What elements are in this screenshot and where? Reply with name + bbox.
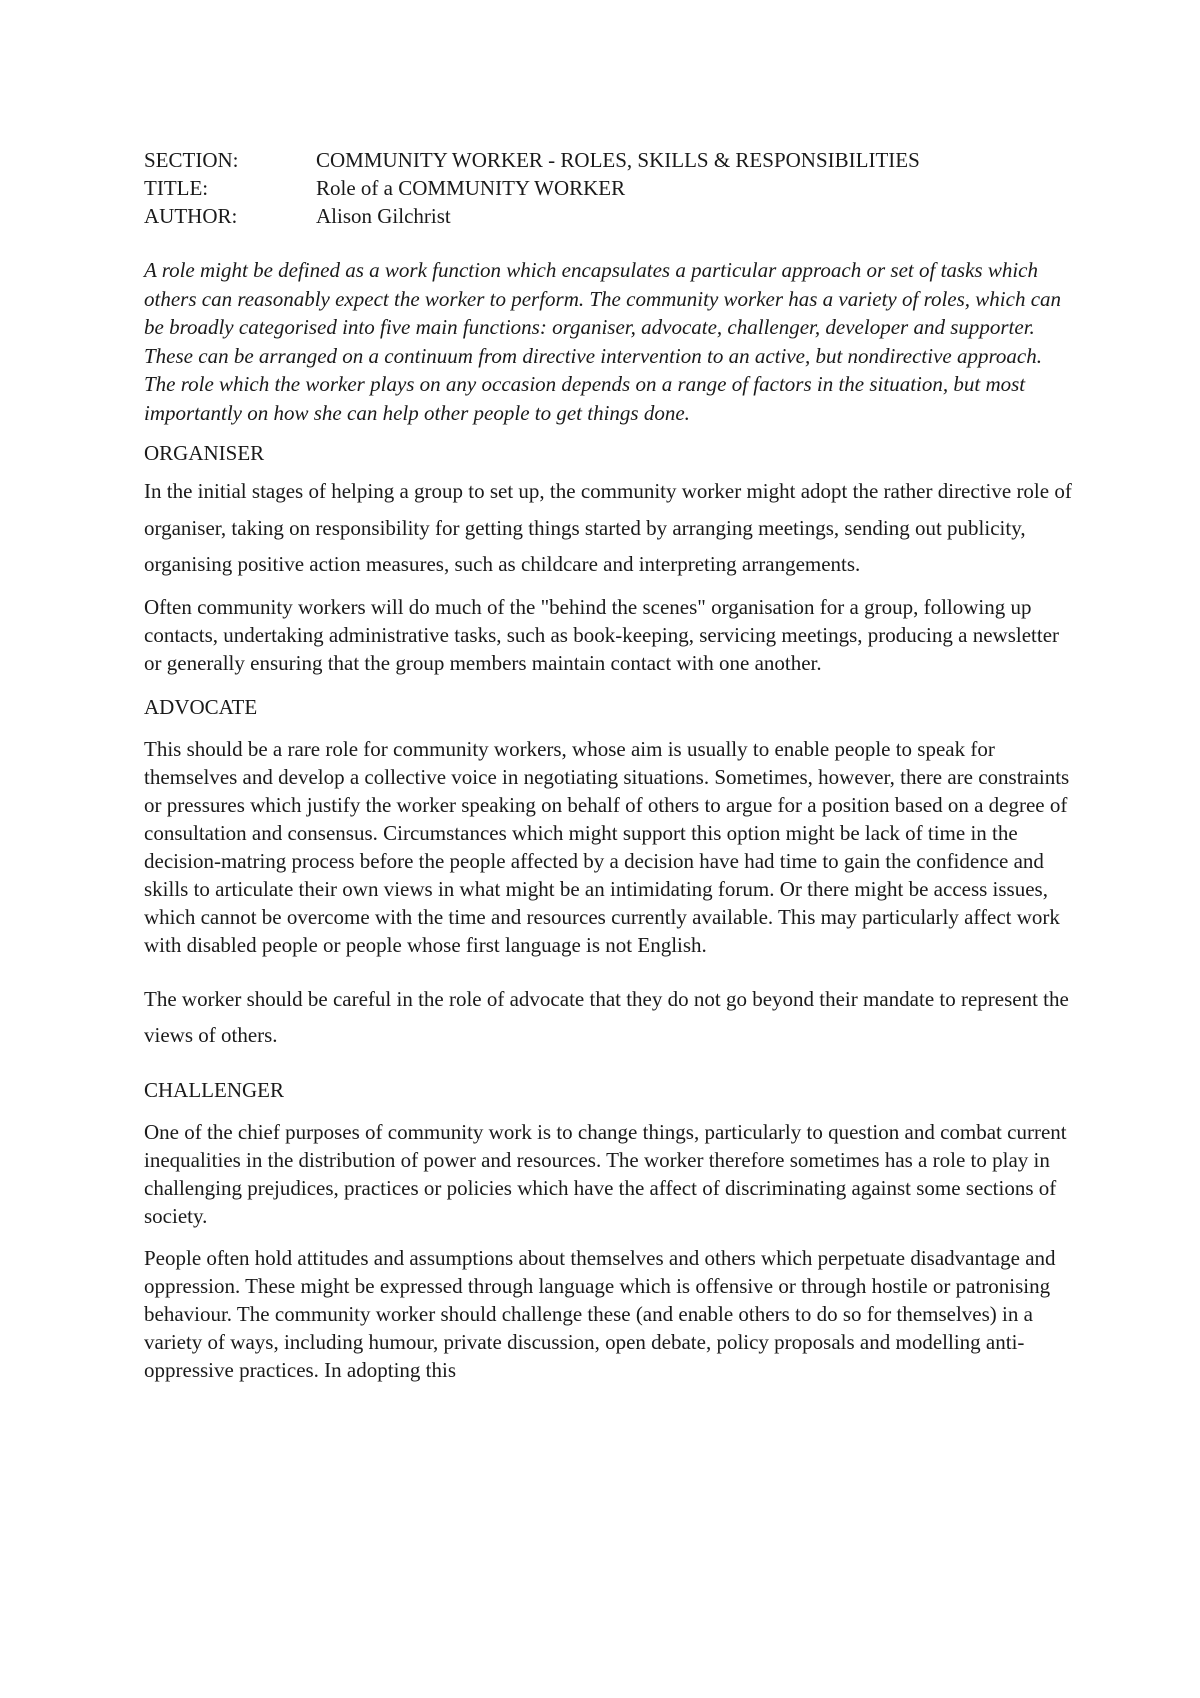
title-row xyxy=(144,174,1074,202)
author-row xyxy=(144,202,1074,230)
challenger-paragraph-2: People often hold attitudes and assumptions about themselves and others which perpetuate disadvantage and oppression. These might be expressed through language which is offensive or through hostile or patronising behaviour. The community worker should challenge these (and enable others to do so for themselves) in a variety of ways, including humour, private discussion, open debate, policy proposals and modelling anti-oppressive practices. In adopting this xyxy=(144,1245,1056,1382)
intro-paragraph: A role might be defined as a work function which encapsulates a particular approach or set of tasks which others can reasonably expect the worker to perform. The community worker has a variety of roles, which can be broadly categorised into five main functions: organiser, advocate, challenger, developer and supporter. These can be arranged on a continuum from directive intervention to an active, but nondirective approach. The role which the worker plays on any occasion depends on a range of factors in the situation, but most importantly on how she can help other people to get things done. xyxy=(144,258,1062,425)
author-label: AUTHOR: xyxy=(144,204,238,228)
organiser-heading: ORGANISER xyxy=(144,441,265,465)
title-label: TITLE: xyxy=(144,176,209,200)
section-value: COMMUNITY WORKER - ROLES, SKILLS & RESPONSIBILITIES xyxy=(316,148,920,172)
advocate-paragraph-2: The worker should be careful in the role of advocate that they do not go beyond their mandate to represent the views of others. xyxy=(144,986,1069,1047)
advocate-heading: ADVOCATE xyxy=(144,694,258,719)
section-row xyxy=(144,146,1074,174)
title-value: Role of a COMMUNITY WORKER xyxy=(316,176,626,200)
challenger-paragraph-1: One of the chief purposes of community work is to change things, particularly to question and combat current inequalities in the distribution of power and resources. The worker therefore sometimes has a role to play in challenging prejudices, practices or policies which have the affect of discriminating against some sections of society. xyxy=(144,1119,1067,1228)
organiser-paragraph-2: Often community workers will do much of the "behind the scenes" organisation for a group, following up contacts, undertaking administrative tasks, such as book-keeping, servicing meetings, producing a newsletter or generally ensuring that the group members maintain contact with one another. xyxy=(144,594,1060,675)
document-body xyxy=(144,146,1074,1384)
advocate-paragraph-1: This should be a rare role for community workers, whose aim is usually to enable people to speak for themselves and develop a collective voice in negotiating situations. Sometimes, however, there are constraints or pressures which justify the worker speaking on behalf of others to argue for a position based on a degree of consultation and consensus. Circumstances which might support this option might be lack of time in the decision-matring process before the people affected by a decision have had time to gain the confidence and skills to articulate their own views in what might be an intimidating forum. Or there might be access issues, which cannot be overcome with the time and resources currently available. This may particularly affect work with disabled people or people whose first language is not English. xyxy=(144,736,1070,957)
author-value: Alison Gilchrist xyxy=(316,204,451,228)
organiser-paragraph-1: In the initial stages of helping a group to set up, the community worker might adopt the rather directive role of organiser, taking on responsibility for getting things started by arranging meetings, sending out publicity, organising positive action measures, such as childcare and interpreting arrangements. xyxy=(144,479,1072,576)
section-label: SECTION: xyxy=(144,148,239,172)
challenger-heading: CHALLENGER xyxy=(144,1077,284,1102)
